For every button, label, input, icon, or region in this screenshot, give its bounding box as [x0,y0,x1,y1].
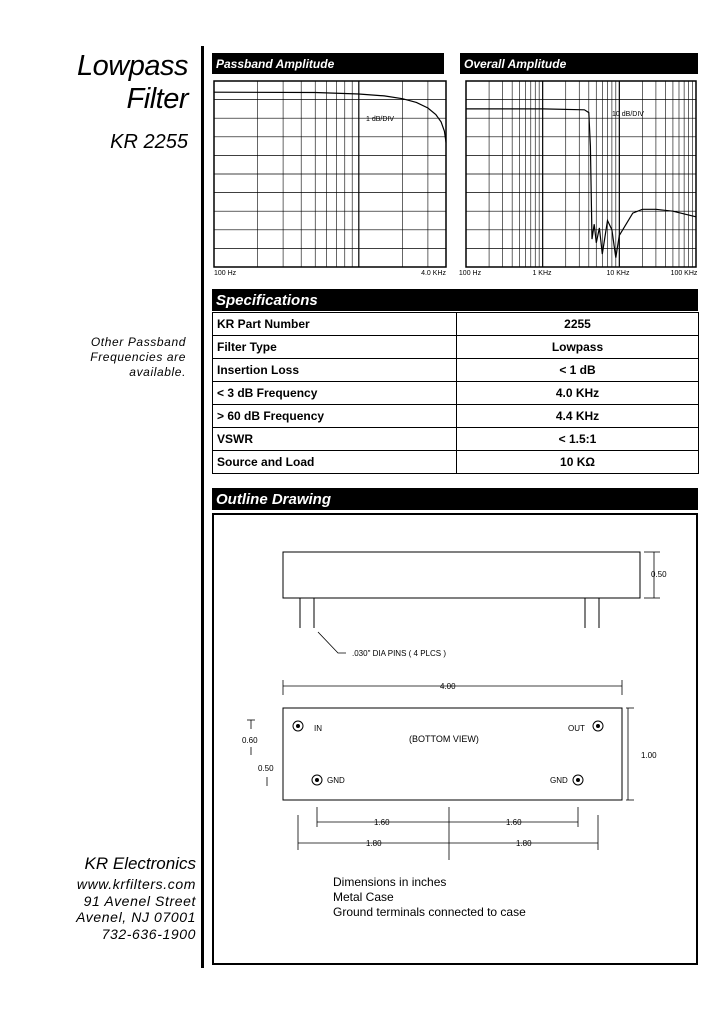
spec-label: Source and Load [213,451,457,474]
pin-out-label: OUT [568,724,585,733]
passband-chart-header [212,53,444,74]
spec-label: Insertion Loss [213,359,457,382]
pins-leader [318,632,346,653]
outline-title: Outline Drawing [216,491,332,508]
pin-gnd-left [312,775,322,785]
side-view-pins [300,598,599,628]
side-note-line-1: Other Passband [90,335,186,349]
passband-chart-title: Passband Amplitude [216,57,335,71]
left-pin-dimensions [247,720,267,786]
side-note-line-3: available. [129,365,186,379]
model-number: KR 2255 [110,131,188,153]
spec-value: 4.4 KHz [457,405,699,428]
width-dimension-label: 1.00 [641,751,657,760]
pin-spacing-dimensions [298,807,598,860]
passband-scale-label: 1 dB/DIV [365,116,395,123]
pin-in [293,721,303,731]
company-address [76,876,196,942]
left-dimension-b-label: 0.50 [258,764,274,773]
specifications-table [212,312,699,474]
passband-chart [208,76,450,280]
side-view-body [283,552,640,598]
spec-value: < 1 dB [457,359,699,382]
overall-scale-label: 10 dB/DIV [612,111,644,118]
height-dimension-label: 0.50 [651,570,667,579]
specifications-header [212,289,698,311]
spec-row [213,382,699,405]
center-dimension-left-label: 1.80 [366,839,382,848]
spec-label: > 60 dB Frequency [213,405,457,428]
pin-dimension-left-label: 1.60 [374,818,390,827]
overall-x-label-0: 100 Hz [458,270,482,277]
product-title [77,50,188,116]
overall-series-line [466,109,696,258]
specifications-title: Specifications [216,292,318,309]
pin-gnd-right [573,775,583,785]
company-street: 91 Avenel Street [83,892,196,909]
width-dimension [626,708,634,800]
passband-x-end-label: 4.0 KHz [421,270,446,277]
side-note [90,335,186,380]
title-line-2: Filter [126,83,188,115]
pin-gnd-right-label: GND [550,776,568,785]
bottom-view-body [283,708,622,800]
company-name: KR Electronics [84,854,196,873]
spec-label: VSWR [213,428,457,451]
company-city: Avenel, NJ 07001 [76,909,196,925]
center-dimension-right-label: 1.80 [516,839,532,848]
outline-notes [333,875,526,920]
pin-dimension-right-label: 1.60 [506,818,522,827]
overall-chart-title: Overall Amplitude [464,57,567,71]
spec-row [213,359,699,382]
spec-value: 4.0 KHz [457,382,699,405]
overall-x-label-1: 1 KHz [532,270,552,277]
overall-x-label-3: 100 KHz [670,270,698,277]
spec-row [213,405,699,428]
overall-chart [458,76,702,280]
length-dimension-label: 4.00 [440,682,456,691]
note-dimensions: Dimensions in inches [333,875,447,889]
overall-x-label-2: 10 KHz [606,270,630,277]
passband-grid [214,81,446,267]
vertical-divider [201,46,204,968]
outline-header [212,488,698,510]
spec-value: Lowpass [457,336,699,359]
pin-out [593,721,603,731]
spec-label: KR Part Number [213,313,457,336]
pin-in-label: IN [314,724,322,733]
note-ground: Ground terminals connected to case [333,905,526,919]
spec-row [213,336,699,359]
passband-x-start-label: 100 Hz [214,270,237,277]
spec-label: < 3 dB Frequency [213,382,457,405]
spec-row [213,451,699,474]
bottom-view-label: (BOTTOM VIEW) [409,734,479,744]
company-website[interactable]: www.krfilters.com [76,876,196,892]
left-dimension-a-label: 0.60 [242,736,258,745]
spec-row [213,313,699,336]
pin-gnd-left-label: GND [327,776,345,785]
title-line-1: Lowpass [77,50,188,82]
pins-label: .030" DIA PINS ( 4 PLCS ) [352,649,446,658]
spec-value: 10 KΩ [457,451,699,474]
spec-row [213,428,699,451]
company-phone: 732-636-1900 [101,925,196,942]
spec-value: 2255 [457,313,699,336]
overall-chart-header [460,53,698,74]
spec-value: < 1.5:1 [457,428,699,451]
note-case: Metal Case [333,890,394,904]
spec-label: Filter Type [213,336,457,359]
side-note-line-2: Frequencies are [90,350,186,364]
